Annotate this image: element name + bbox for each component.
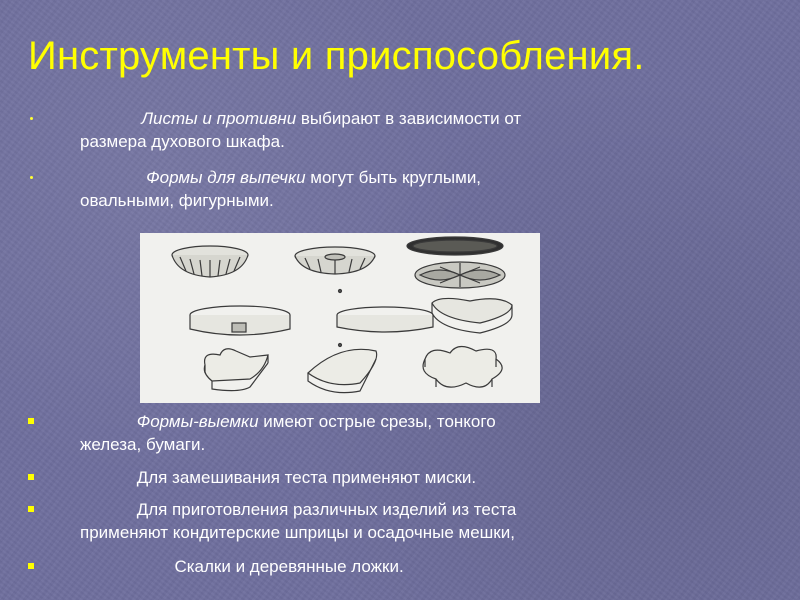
bullet-text-line2: применяют кондитерские шприцы и осадочные мешки,	[80, 523, 515, 542]
slide-title: Инструменты и приспособления.	[28, 34, 645, 78]
heart-ring-icon	[432, 298, 512, 333]
fluted-mold-icon	[295, 247, 375, 274]
bullet-emphasis: Формы-выемки	[136, 412, 259, 431]
fluted-mold-icon	[172, 246, 248, 277]
bullet-indent	[80, 412, 137, 431]
bullet-indent	[80, 500, 137, 519]
bullet-rolling-pins	[80, 555, 404, 578]
bullet-square-icon	[28, 474, 34, 480]
petal-mold-icon	[415, 262, 505, 288]
bullet-square-icon	[28, 506, 34, 512]
bullet-cutting-forms	[80, 410, 496, 456]
bullet-text: могут быть круглыми,	[305, 168, 482, 187]
bullet-pastry-bags	[80, 498, 516, 544]
bullet-text-line2: овальными, фигурными.	[80, 191, 274, 210]
bullet-text: имеют острые срезы, тонкого	[258, 412, 496, 431]
ring-form-icon	[190, 306, 290, 335]
bullet-indent	[80, 109, 141, 128]
bullet-emphasis: Формы для выпечки	[146, 168, 306, 187]
bullet-text: Скалки и деревянные ложки.	[174, 557, 404, 576]
oval-ring-icon	[337, 307, 433, 332]
bullet-square-icon	[28, 418, 34, 424]
bullet-text-line2: размера духового шкафа.	[80, 132, 285, 151]
bullet-emphasis: Листы и противни	[141, 109, 297, 128]
round-pan-icon	[407, 237, 503, 255]
bullet-mixing-bowls	[80, 466, 476, 489]
bullet-text: выбирают в зависимости от	[296, 109, 522, 128]
baking-forms-illustration	[140, 233, 540, 403]
flower-cutter-icon	[423, 346, 502, 387]
bullet-text: Для замешивания теста применяют миски.	[136, 468, 477, 487]
bullet-dot-icon	[30, 117, 33, 120]
bullet-dot-icon	[30, 176, 33, 179]
bullet-square-icon	[28, 563, 34, 569]
bullet-text: Для приготовления различных изделий из теста	[136, 500, 517, 519]
heart-cutter-icon	[204, 349, 268, 391]
bullet-baking-forms	[80, 166, 481, 212]
baking-forms-drawing	[140, 233, 540, 403]
bullet-sheets-and-trays	[80, 107, 521, 153]
bullet-indent	[80, 168, 146, 187]
teardrop-cutter-icon	[308, 349, 377, 392]
bullet-indent	[80, 468, 137, 487]
bullet-indent	[80, 557, 174, 576]
bullet-text-line2: железа, бумаги.	[80, 435, 206, 454]
